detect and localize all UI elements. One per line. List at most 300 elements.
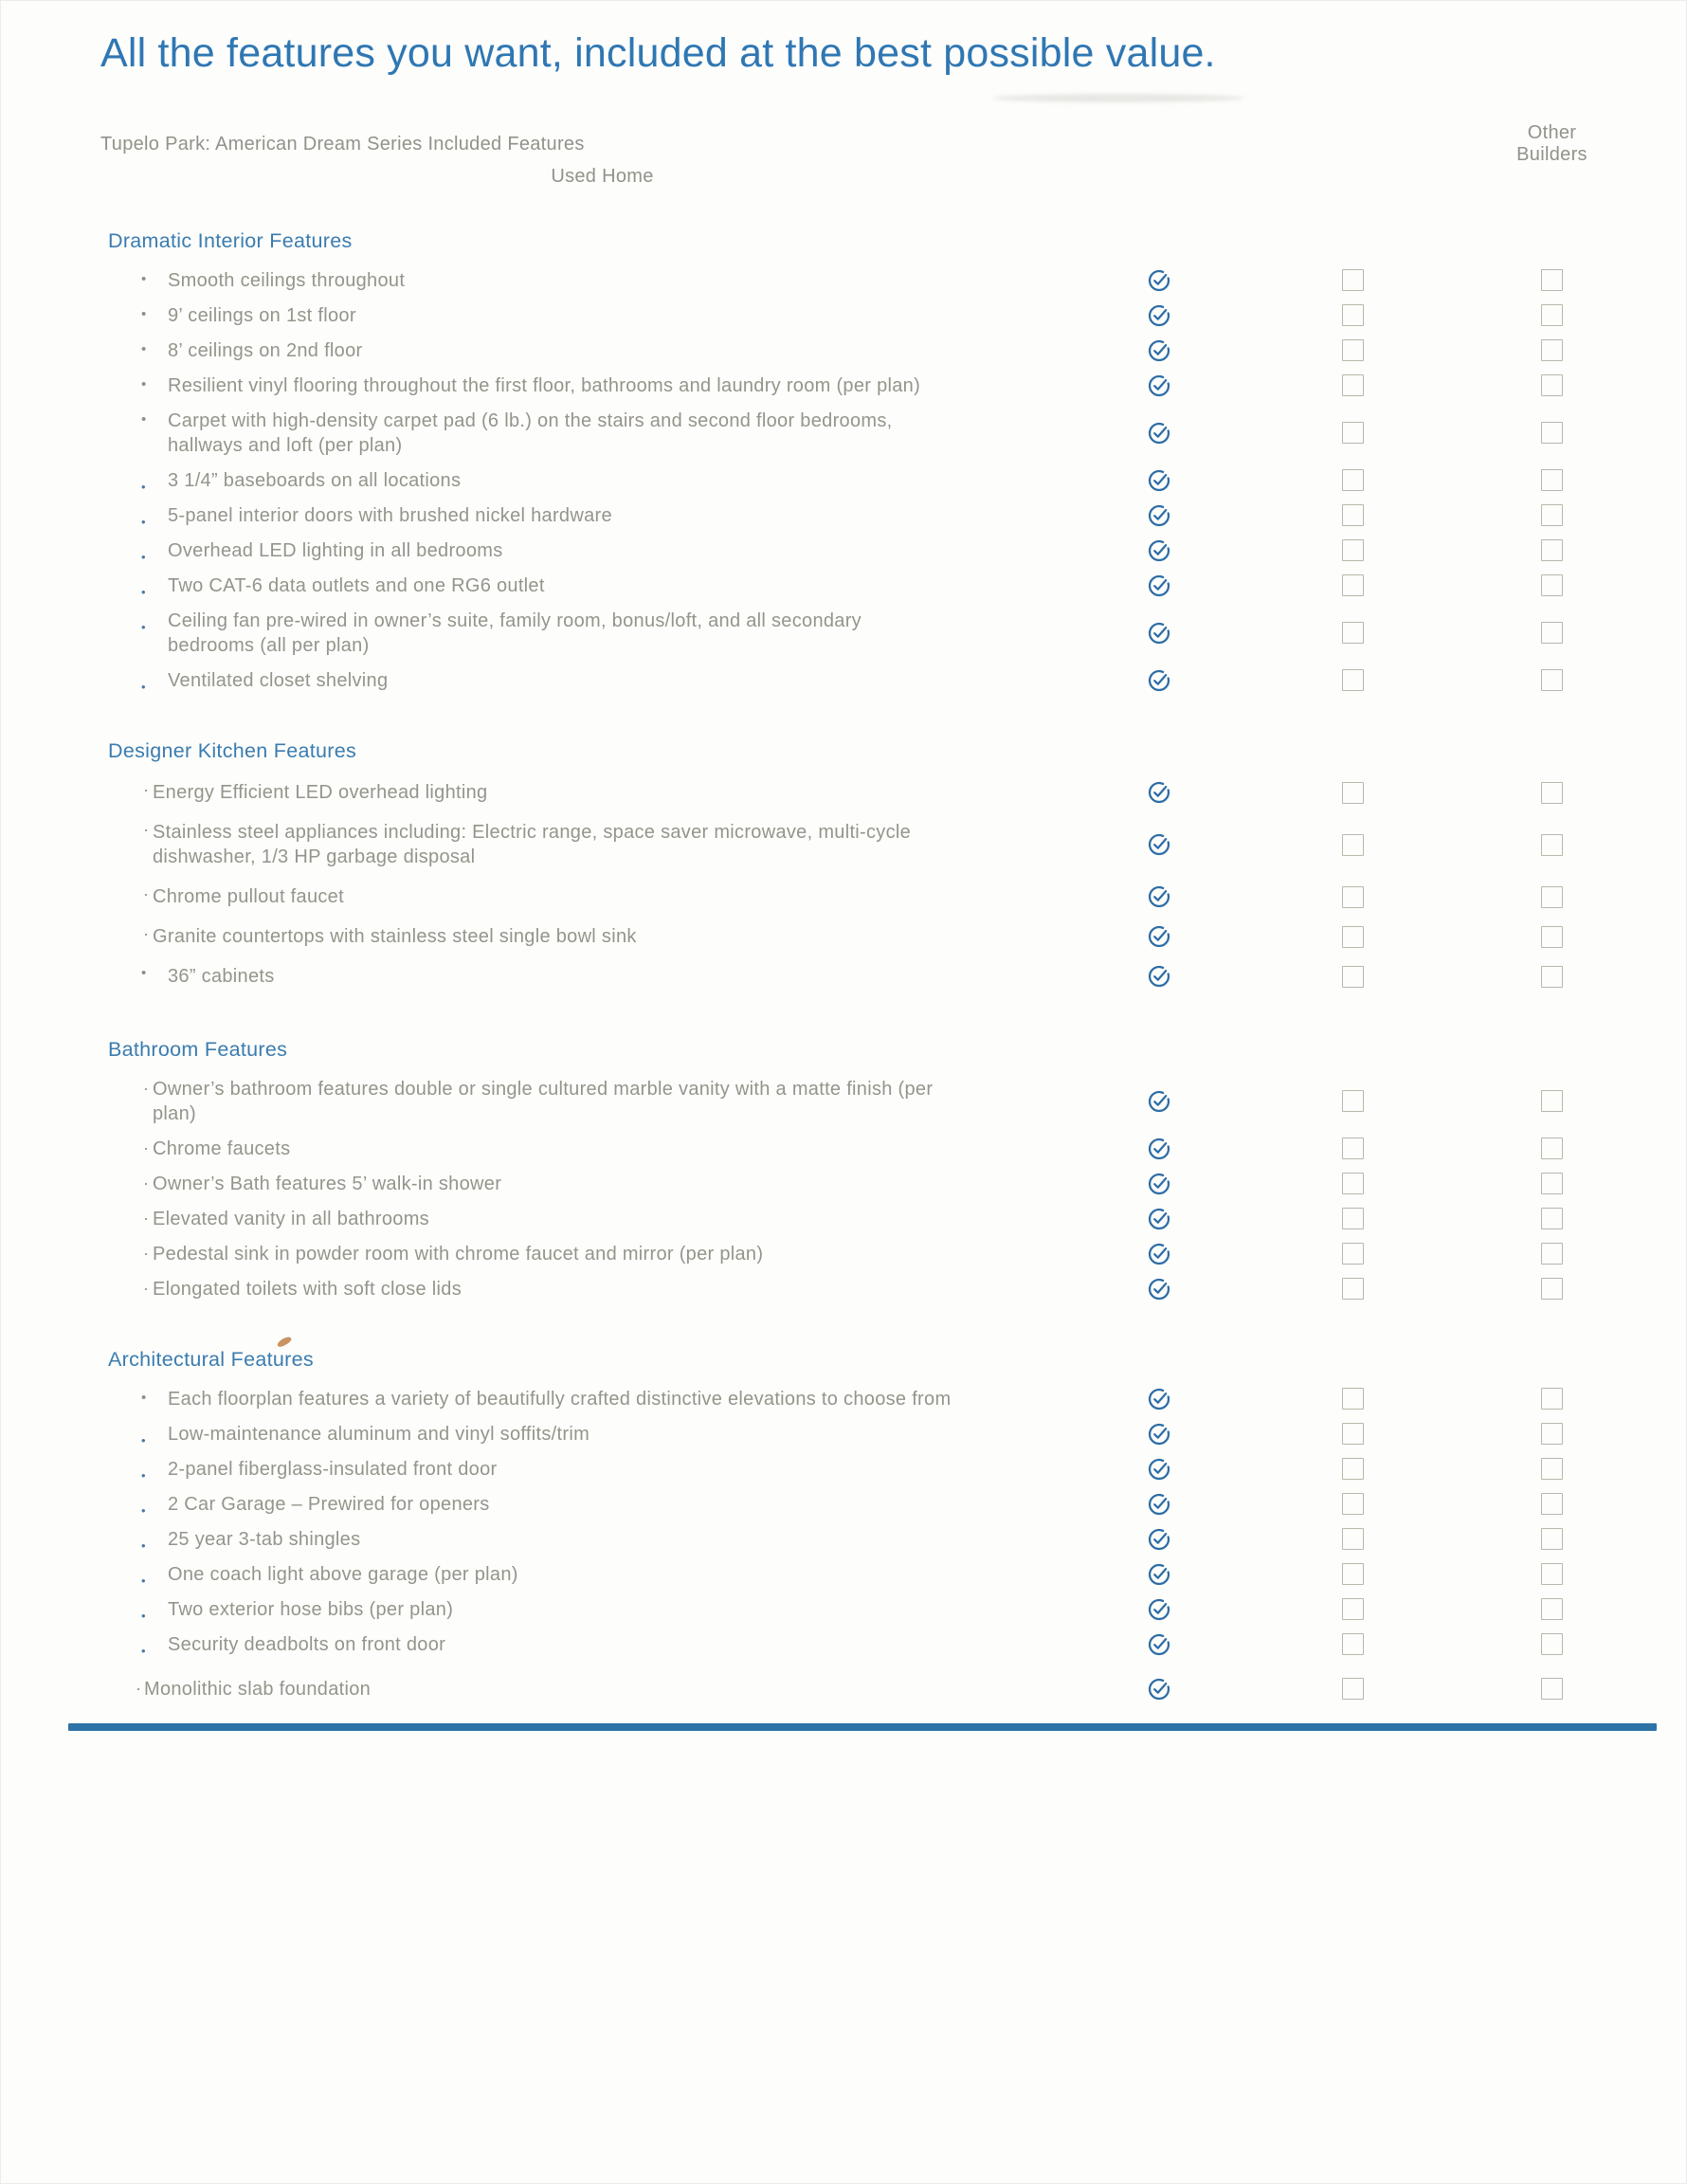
included-cell [1104,1207,1213,1231]
bullet-icon: • [141,550,146,565]
other-builders-checkbox[interactable] [1342,269,1364,291]
feature-row [100,877,1611,917]
bullet-icon: • [141,1644,146,1659]
other-builders-checkbox[interactable] [1342,1598,1364,1620]
used-home-checkbox[interactable] [1541,1493,1563,1515]
feature-label: Pedestal sink in powder room with chrome faucet and mirror (per plan) [153,1243,764,1265]
feature-row [100,1521,1611,1556]
other-builders-checkbox[interactable] [1342,339,1364,361]
bullet-icon: • [141,1538,146,1554]
bullet-icon: • [141,411,147,428]
other-builders-checkbox[interactable] [1342,1090,1364,1112]
feature-row [100,403,1611,463]
other-builders-checkbox[interactable] [1342,926,1364,948]
used-home-checkbox[interactable] [1541,1173,1563,1194]
other-builders-checkbox[interactable] [1342,504,1364,526]
included-check-icon [1147,1242,1171,1266]
used-home-cell [1493,782,1611,804]
feature-label: Granite countertops with stainless steel single bowl sink [153,926,637,948]
included-cell [1104,1677,1213,1702]
feature-label: 5-panel interior doors with brushed nickel hardware [168,504,612,526]
bullet-icon: · [143,884,150,904]
feature-section [100,1348,1611,1706]
bullet-icon: • [141,1574,146,1589]
section-heading: Designer Kitchen Features [108,739,357,763]
included-cell [1104,573,1213,598]
other-builders-cell [1213,1243,1493,1265]
other-builders-cell [1213,886,1493,908]
feature-text [100,663,953,698]
included-cell [1104,924,1213,949]
feature-row [100,333,1611,368]
used-home-checkbox[interactable] [1541,782,1563,804]
feature-row [100,298,1611,333]
feature-text [100,463,953,498]
used-home-cell [1493,669,1611,691]
included-check-icon [1147,1277,1171,1301]
used-home-checkbox[interactable] [1541,1458,1563,1480]
feature-text [100,333,953,368]
feature-text [100,1416,953,1451]
bullet-icon: • [141,376,147,393]
used-home-cell [1493,1528,1611,1550]
feature-label: Smooth ceilings throughout [168,269,406,291]
other-builders-cell [1213,1208,1493,1229]
used-home-checkbox[interactable] [1541,1678,1563,1700]
other-builders-checkbox[interactable] [1342,1563,1364,1585]
used-home-checkbox[interactable] [1541,304,1563,326]
bullet-icon: • [141,480,146,495]
used-home-cell [1493,269,1611,291]
feature-text [100,917,953,956]
feature-row [100,1381,1611,1416]
other-builders-cell [1213,1678,1493,1700]
included-cell [1104,964,1213,989]
feature-text [100,1201,953,1236]
included-check-icon [1147,832,1171,857]
bullet-icon: · [143,924,150,944]
used-home-checkbox[interactable] [1541,1138,1563,1159]
included-cell [1104,1492,1213,1517]
feature-text [100,1671,953,1706]
included-cell [1104,1527,1213,1552]
included-check-icon [1147,1597,1171,1622]
bullet-icon: • [141,680,146,695]
used-home-cell [1493,1388,1611,1410]
included-cell [1104,1422,1213,1447]
other-builders-cell [1213,1090,1493,1112]
included-check-icon [1147,1207,1171,1231]
other-builders-cell [1213,669,1493,691]
feature-label: 9’ ceilings on 1st floor [168,304,356,326]
feature-text [100,812,953,877]
feature-label: 25 year 3-tab shingles [168,1528,361,1550]
used-home-checkbox[interactable] [1541,269,1563,291]
feature-row [100,1416,1611,1451]
other-builders-cell [1213,834,1493,856]
used-home-cell [1493,622,1611,644]
used-home-cell [1493,374,1611,396]
feature-text [100,603,953,663]
included-check-icon [1147,1422,1171,1447]
used-home-checkbox[interactable] [1541,1423,1563,1445]
feature-text [100,1556,953,1592]
other-builders-cell [1213,339,1493,361]
section-items [100,1071,1611,1306]
feature-label: 2 Car Garage – Prewired for openers [168,1493,490,1515]
feature-label: Owner’s Bath features 5’ walk-in shower [153,1173,502,1194]
included-cell [1104,538,1213,563]
bullet-icon: · [143,1209,150,1228]
used-home-checkbox[interactable] [1541,1528,1563,1550]
included-check-icon [1147,538,1171,563]
other-builders-checkbox[interactable] [1342,966,1364,988]
feature-label: Ventilated closet shelving [168,669,389,691]
used-home-cell [1493,966,1611,988]
feature-label: Stainless steel appliances including: Electric range, space saver microwave, multi-cycle dishwasher, 1/3 HP garbage disposal [153,822,912,868]
table-header [100,122,1611,188]
other-builders-checkbox[interactable] [1342,834,1364,856]
included-check-icon [1147,1677,1171,1702]
feature-row [100,568,1611,603]
other-builders-checkbox[interactable] [1342,1138,1364,1159]
column-header-used-home: Used Home [551,166,654,188]
other-builders-cell [1213,539,1493,561]
other-builders-checkbox[interactable] [1342,1173,1364,1194]
other-builders-checkbox[interactable] [1342,304,1364,326]
included-check-icon [1147,373,1171,398]
other-builders-cell [1213,1598,1493,1620]
included-cell [1104,338,1213,363]
included-cell [1104,1387,1213,1411]
bullet-icon: • [141,620,146,635]
feature-row [100,463,1611,498]
feature-label: Overhead LED lighting in all bedrooms [168,539,503,561]
other-builders-checkbox[interactable] [1342,886,1364,908]
other-builders-checkbox[interactable] [1342,374,1364,396]
other-builders-checkbox[interactable] [1342,469,1364,491]
bullet-icon: • [141,271,147,288]
section-items [100,1381,1611,1706]
other-builders-cell [1213,422,1493,444]
used-home-cell [1493,1278,1611,1300]
feature-label: Owner’s bathroom features double or single cultured marble vanity with a matte finish (per plan) [153,1078,934,1124]
included-check-icon [1147,1089,1171,1114]
used-home-cell [1493,1563,1611,1585]
feature-row [100,1627,1611,1662]
bullet-icon: • [141,1390,147,1407]
other-builders-checkbox[interactable] [1342,1388,1364,1410]
scan-speck-artifact [276,1335,292,1348]
feature-label: Chrome faucets [153,1138,291,1159]
included-check-icon [1147,668,1171,693]
used-home-checkbox[interactable] [1541,1388,1563,1410]
included-cell [1104,503,1213,528]
feature-row [100,368,1611,403]
feature-row [100,263,1611,298]
feature-text [100,773,953,812]
bullet-icon: • [141,585,146,600]
other-builders-checkbox[interactable] [1342,539,1364,561]
feature-row [100,812,1611,877]
feature-text [100,1486,953,1521]
included-check-icon [1147,1562,1171,1587]
used-home-checkbox[interactable] [1541,926,1563,948]
feature-row [100,1271,1611,1306]
section-items [100,263,1611,698]
feature-label: 8’ ceilings on 2nd floor [168,339,363,361]
feature-row [100,917,1611,956]
included-cell [1104,421,1213,446]
bullet-icon: • [141,515,146,530]
other-builders-checkbox[interactable] [1342,422,1364,444]
other-builders-cell [1213,1563,1493,1585]
bullet-icon: · [143,1279,150,1299]
feature-label: 3 1/4” baseboards on all locations [168,469,462,491]
included-check-icon [1147,338,1171,363]
bullet-icon: · [143,820,150,840]
used-home-checkbox[interactable] [1541,1208,1563,1229]
used-home-checkbox[interactable] [1541,339,1563,361]
other-builders-checkbox[interactable] [1342,1278,1364,1300]
used-home-cell [1493,1173,1611,1194]
used-home-cell [1493,834,1611,856]
included-check-icon [1147,1632,1171,1657]
feature-text [100,568,953,603]
used-home-checkbox[interactable] [1541,539,1563,561]
included-check-icon [1147,1457,1171,1482]
included-cell [1104,268,1213,293]
other-builders-checkbox[interactable] [1342,669,1364,691]
feature-text [100,1381,953,1416]
included-cell [1104,1172,1213,1196]
used-home-checkbox[interactable] [1541,834,1563,856]
included-check-icon [1147,1137,1171,1161]
used-home-cell [1493,539,1611,561]
feature-row [100,533,1611,568]
feature-text [100,956,953,996]
used-home-cell [1493,504,1611,526]
feature-label: Carpet with high-density carpet pad (6 lb.) on the stairs and second floor bedrooms, hallways and loft (per plan) [168,410,893,456]
section-heading: Bathroom Features [108,1038,288,1062]
used-home-checkbox[interactable] [1541,374,1563,396]
included-cell [1104,1597,1213,1622]
included-check-icon [1147,924,1171,949]
bullet-icon: · [143,1174,150,1193]
other-builders-cell [1213,1388,1493,1410]
feature-text [100,403,953,463]
included-check-icon [1147,503,1171,528]
feature-text [100,1521,953,1556]
feature-text [100,1627,953,1662]
used-home-checkbox[interactable] [1541,1090,1563,1112]
other-builders-cell [1213,926,1493,948]
section-items [100,773,1611,996]
feature-row [100,498,1611,533]
other-builders-cell [1213,1173,1493,1194]
used-home-checkbox[interactable] [1541,574,1563,596]
used-home-cell [1493,1243,1611,1265]
used-home-checkbox[interactable] [1541,669,1563,691]
used-home-checkbox[interactable] [1541,422,1563,444]
used-home-cell [1493,1423,1611,1445]
feature-row [100,1556,1611,1592]
other-builders-cell [1213,782,1493,804]
feature-text [100,498,953,533]
included-check-icon [1147,468,1171,493]
column-header-other-builders: Other Builders [1516,122,1587,166]
feature-row [100,663,1611,698]
feature-text [100,263,953,298]
included-cell [1104,1457,1213,1482]
page-title: All the features you want, included at the best possible value. [100,30,1216,76]
feature-row [100,1451,1611,1486]
other-builders-checkbox[interactable] [1342,1633,1364,1655]
bullet-icon: • [141,1503,146,1519]
feature-label: Chrome pullout faucet [153,886,344,908]
bullet-icon: · [143,1244,150,1264]
feature-label: Ceiling fan pre-wired in owner’s suite, family room, bonus/loft, and all secondary bedrooms (all per plan) [168,610,862,656]
bullet-icon: · [143,780,150,800]
feature-row [100,1131,1611,1166]
used-home-cell [1493,1633,1611,1655]
other-builders-checkbox[interactable] [1342,1678,1364,1700]
other-builders-cell [1213,1138,1493,1159]
other-builders-cell [1213,304,1493,326]
other-builders-checkbox[interactable] [1342,1493,1364,1515]
used-home-checkbox[interactable] [1541,966,1563,988]
included-cell [1104,1137,1213,1161]
included-cell [1104,373,1213,398]
feature-section [100,229,1611,698]
other-builders-checkbox[interactable] [1342,1423,1364,1445]
used-home-checkbox[interactable] [1541,469,1563,491]
included-cell [1104,780,1213,805]
feature-row [100,1166,1611,1201]
feature-text [100,877,953,917]
feature-label: Security deadbolts on front door [168,1633,446,1655]
footer-rule [68,1723,1657,1731]
other-builders-cell [1213,1423,1493,1445]
feature-section [100,739,1611,996]
included-cell [1104,303,1213,328]
other-builders-checkbox[interactable] [1342,1208,1364,1229]
used-home-checkbox[interactable] [1541,504,1563,526]
feature-label: Each floorplan features a variety of beautifully crafted distinctive elevations to choose from [168,1388,952,1410]
used-home-cell [1493,1493,1611,1515]
feature-text [100,1271,953,1306]
other-builders-cell [1213,504,1493,526]
other-builders-cell [1213,1458,1493,1480]
other-builders-cell [1213,269,1493,291]
used-home-checkbox[interactable] [1541,1243,1563,1265]
included-cell [1104,621,1213,646]
other-builders-cell [1213,574,1493,596]
included-check-icon [1147,1172,1171,1196]
feature-label: Resilient vinyl flooring throughout the first floor, bathrooms and laundry room (per plan) [168,374,921,396]
feature-row [100,1071,1611,1131]
used-home-checkbox[interactable] [1541,622,1563,644]
feature-text [100,1592,953,1627]
used-home-checkbox[interactable] [1541,1563,1563,1585]
used-home-cell [1493,1090,1611,1112]
feature-text [100,368,953,403]
feature-text [100,1166,953,1201]
included-cell [1104,668,1213,693]
used-home-cell [1493,469,1611,491]
used-home-cell [1493,886,1611,908]
included-cell [1104,1632,1213,1657]
included-check-icon [1147,303,1171,328]
bullet-icon: · [143,1138,150,1158]
feature-section [100,1038,1611,1306]
feature-label: Two exterior hose bibs (per plan) [168,1598,454,1620]
bullet-icon: · [143,1079,150,1099]
other-builders-checkbox[interactable] [1342,574,1364,596]
other-builders-cell [1213,469,1493,491]
used-home-cell [1493,339,1611,361]
other-builders-checkbox[interactable] [1342,1528,1364,1550]
included-cell [1104,1242,1213,1266]
other-builders-cell [1213,622,1493,644]
used-home-checkbox[interactable] [1541,1598,1563,1620]
included-check-icon [1147,573,1171,598]
bullet-icon: · [136,1679,142,1699]
feature-label: 2-panel fiberglass-insulated front door [168,1458,498,1480]
other-builders-cell [1213,374,1493,396]
feature-label: Low-maintenance aluminum and vinyl soffits/trim [168,1423,590,1445]
other-builders-checkbox[interactable] [1342,622,1364,644]
included-check-icon [1147,1527,1171,1552]
used-home-cell [1493,574,1611,596]
other-builders-cell [1213,1493,1493,1515]
included-check-icon [1147,1387,1171,1411]
series-subtitle: Tupelo Park: American Dream Series Included Features [100,133,585,155]
feature-row [100,1592,1611,1627]
used-home-checkbox[interactable] [1541,1633,1563,1655]
feature-label: Energy Efficient LED overhead lighting [153,782,488,804]
feature-label: One coach light above garage (per plan) [168,1563,518,1585]
used-home-cell [1493,926,1611,948]
included-check-icon [1147,268,1171,293]
used-home-checkbox[interactable] [1541,886,1563,908]
bullet-icon: • [141,1609,146,1624]
included-check-icon [1147,421,1171,446]
included-cell [1104,1089,1213,1114]
other-builders-checkbox[interactable] [1342,1243,1364,1265]
feature-sections [100,229,1611,1706]
feature-row [100,1671,1611,1706]
other-builders-checkbox[interactable] [1342,1458,1364,1480]
feature-label: Monolithic slab foundation [144,1678,372,1700]
other-builders-cell [1213,1528,1493,1550]
included-check-icon [1147,621,1171,646]
included-check-icon [1147,884,1171,909]
used-home-cell [1493,1208,1611,1229]
feature-row [100,1486,1611,1521]
feature-row [100,603,1611,663]
other-builders-cell [1213,966,1493,988]
feature-text [100,1236,953,1271]
bullet-icon: • [141,1433,146,1448]
feature-label: Elevated vanity in all bathrooms [153,1208,429,1229]
feature-row [100,773,1611,812]
other-builders-checkbox[interactable] [1342,782,1364,804]
feature-text [100,298,953,333]
included-cell [1104,468,1213,493]
used-home-checkbox[interactable] [1541,1278,1563,1300]
included-check-icon [1147,964,1171,989]
